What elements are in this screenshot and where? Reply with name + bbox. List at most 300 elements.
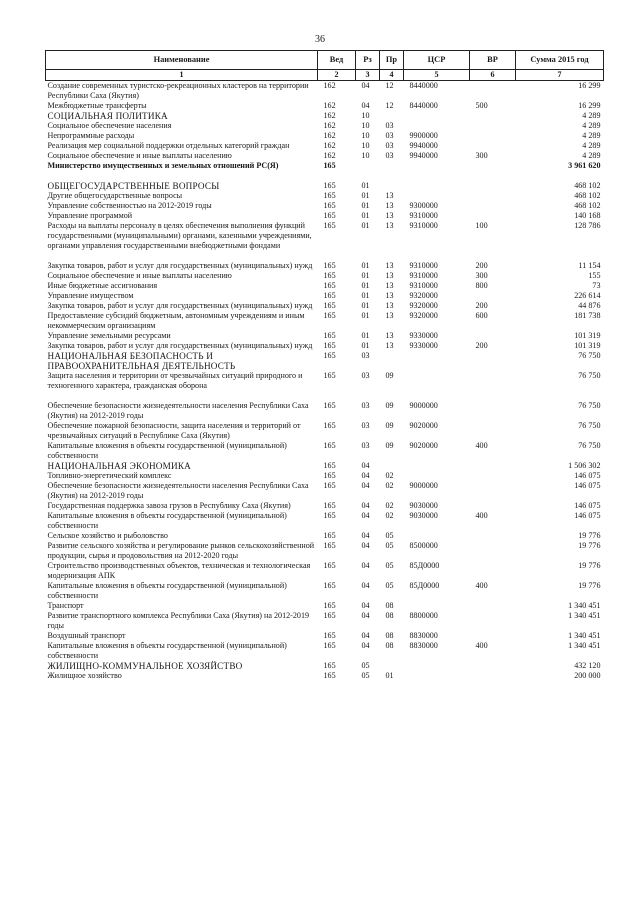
cell-sum: 76 750	[578, 351, 601, 360]
cell-sum: 4 289	[582, 111, 601, 120]
table-row	[46, 631, 604, 641]
cell-pr: 02	[385, 511, 394, 520]
cell-vr: 400	[475, 511, 488, 520]
table-row	[46, 271, 604, 281]
cell-ved: 165	[323, 531, 336, 540]
cell-vr	[470, 111, 516, 121]
cell-vr: 600	[475, 311, 488, 320]
cell-ved: 165	[323, 261, 336, 270]
cell-vr	[470, 471, 516, 481]
cell-csr	[404, 671, 470, 681]
table-row	[46, 151, 604, 161]
cell-pr	[380, 661, 404, 671]
cell-csr	[404, 531, 470, 541]
cell-csr: 9310000	[409, 271, 438, 280]
cell-rz: 01	[361, 301, 370, 310]
cell-csr	[404, 461, 470, 471]
cell-vr	[470, 501, 516, 511]
cell-pr	[380, 251, 404, 261]
cell-vr	[470, 481, 516, 501]
cell-rz: 01	[361, 331, 370, 340]
cell-ved: 165	[323, 581, 336, 590]
cell-rz: 05	[361, 661, 370, 670]
cell-pr: 09	[385, 441, 394, 450]
cell-sum: 19 776	[578, 561, 601, 570]
cell-csr: 9000000	[409, 401, 438, 410]
header-csr: ЦСР	[404, 51, 470, 70]
cell-csr: 8440000	[409, 101, 438, 110]
cell-rz	[356, 251, 380, 261]
cell-name: Управление земельными ресурсами	[47, 331, 171, 340]
table-row	[46, 461, 604, 471]
cell-ved: 165	[323, 561, 336, 570]
table-row	[46, 561, 604, 581]
table-row	[46, 281, 604, 291]
cell-ved: 165	[323, 441, 336, 450]
cell-rz: 04	[361, 481, 370, 490]
cell-ved: 165	[323, 161, 336, 170]
table-row	[46, 341, 604, 351]
cell-vr: 400	[475, 641, 488, 650]
cell-vr	[470, 201, 516, 211]
cell-csr	[404, 601, 470, 611]
cell-csr: 9300000	[409, 201, 438, 210]
cell-rz	[356, 171, 380, 181]
cell-pr	[380, 171, 404, 181]
cell-vr	[470, 351, 516, 371]
cell-csr: 9020000	[409, 441, 438, 450]
cell-name: Строительство производственных объектов, техническая и технологическая модернизация АПК	[47, 561, 311, 580]
cell-name: Создание современных туристско-рекреационных кластеров на территории Республики Саха (Якутия)	[47, 81, 309, 100]
cell-csr	[404, 171, 470, 181]
cell-ved: 165	[323, 401, 336, 410]
cell-ved: 165	[323, 201, 336, 210]
cell-rz: 04	[361, 631, 370, 640]
table-row	[46, 201, 604, 211]
cell-csr: 85Д0000	[409, 581, 440, 590]
cell-pr: 13	[385, 191, 394, 200]
cell-sum: 73	[592, 281, 601, 290]
cell-csr	[404, 661, 470, 671]
cell-rz: 04	[361, 511, 370, 520]
cell-pr: 05	[385, 581, 394, 590]
cell-ved: 165	[323, 181, 336, 190]
budget-table	[45, 50, 604, 681]
cell-ved: 165	[323, 351, 336, 360]
cell-rz: 01	[361, 261, 370, 270]
cell-pr: 05	[385, 531, 394, 540]
cell-csr: 9320000	[409, 291, 438, 300]
cell-pr: 13	[385, 301, 394, 310]
cell-vr	[470, 251, 516, 261]
cell-vr	[470, 131, 516, 141]
cell-name: Закупка товаров, работ и услуг для государственных (муниципальных) нужд	[47, 261, 313, 270]
cell-csr: 8800000	[409, 611, 438, 620]
cell-rz	[356, 161, 380, 171]
cell-ved: 165	[323, 511, 336, 520]
cell-pr: 13	[385, 201, 394, 210]
cell-ved: 165	[323, 661, 336, 670]
cell-csr: 9310000	[409, 261, 438, 270]
cell-ved: 162	[323, 101, 336, 110]
cell-rz: 01	[361, 211, 370, 220]
cell-name: Социальное обеспечение и иные выплаты населению	[47, 151, 232, 160]
cell-vr: 300	[475, 271, 488, 280]
cell-vr	[470, 401, 516, 421]
cell-csr: 8500000	[409, 541, 438, 550]
cell-vr: 200	[475, 341, 488, 350]
cell-name: Защита населения и территории от чрезвычайных ситуаций природного и техногенного характера, гражданская оборона	[47, 371, 303, 390]
table-row	[46, 171, 604, 181]
cell-rz: 10	[361, 131, 370, 140]
cell-vr	[470, 631, 516, 641]
cell-pr	[380, 391, 404, 401]
cell-pr: 01	[385, 671, 394, 680]
cell-rz: 04	[361, 561, 370, 570]
table-row	[46, 471, 604, 481]
cell-ved: 162	[323, 111, 336, 120]
cell-rz: 10	[361, 141, 370, 150]
cell-csr	[404, 351, 470, 371]
cell-name: Жилищное хозяйство	[47, 671, 122, 680]
cell-pr: 03	[385, 121, 394, 130]
cell-sum: 155	[588, 271, 601, 280]
cell-name: Другие общегосударственные вопросы	[47, 191, 183, 200]
table-row	[46, 311, 604, 331]
cell-sum: 4 289	[582, 141, 601, 150]
cell-pr: 05	[385, 561, 394, 570]
table-row	[46, 81, 604, 102]
table-row	[46, 301, 604, 311]
cell-csr: 85Д0000	[409, 561, 440, 570]
cell-vr: 800	[475, 281, 488, 290]
cell-vr	[470, 601, 516, 611]
cell-vr	[470, 461, 516, 471]
cell-vr	[470, 611, 516, 631]
cell-csr	[404, 191, 470, 201]
cell-name: Расходы на выплаты персоналу в целях обеспечения выполнения функций государственными (муниципальными) органами, казенными учреждениями, органами управления государственными внебюджетными фондами	[47, 221, 312, 250]
table-row	[46, 191, 604, 201]
cell-pr: 13	[385, 291, 394, 300]
cell-sum: 16 299	[578, 81, 601, 90]
cell-rz: 03	[361, 371, 370, 380]
cell-pr	[380, 181, 404, 191]
cell-name: Капитальные вложения в объекты государственной (муниципальной) собственности	[47, 581, 287, 600]
cell-ved: 165	[323, 311, 336, 320]
cell-sum: 432 120	[574, 661, 601, 670]
cell-vr	[470, 541, 516, 561]
cell-csr: 8440000	[409, 81, 438, 90]
table-row	[46, 371, 604, 391]
cell-pr: 02	[385, 471, 394, 480]
cell-sum: 76 750	[578, 441, 601, 450]
cell-pr: 08	[385, 631, 394, 640]
cell-rz: 01	[361, 281, 370, 290]
cell-name: Управление программой	[47, 211, 133, 220]
cell-rz: 01	[361, 341, 370, 350]
cell-sum: 4 289	[582, 131, 601, 140]
header-ved: Вед	[318, 51, 356, 70]
table-row	[46, 331, 604, 341]
cell-name: Предоставление субсидий бюджетным, автономным учреждениям и иным некоммерческим организациям	[47, 311, 305, 330]
cell-rz: 10	[361, 121, 370, 130]
cell-rz: 10	[361, 111, 370, 120]
cell-pr: 03	[385, 131, 394, 140]
cell-sum: 181 738	[574, 311, 601, 320]
cell-vr	[470, 191, 516, 201]
cell-name: ОБЩЕГОСУДАРСТВЕННЫЕ ВОПРОСЫ	[47, 181, 220, 191]
cell-pr: 12	[385, 101, 394, 110]
cell-pr: 13	[385, 221, 394, 230]
table-row	[46, 121, 604, 131]
cell-csr	[404, 371, 470, 391]
cell-name: НАЦИОНАЛЬНАЯ БЕЗОПАСНОСТЬ И ПРАВООХРАНИТЕЛЬНАЯ ДЕЯТЕЛЬНОСТЬ	[47, 351, 236, 371]
cell-vr	[470, 531, 516, 541]
cell-name: Закупка товаров, работ и услуг для государственных (муниципальных) нужд	[47, 341, 313, 350]
cell-vr	[470, 421, 516, 441]
cell-ved: 165	[323, 631, 336, 640]
cell-pr: 13	[385, 311, 394, 320]
cell-csr: 9310000	[409, 281, 438, 290]
cell-vr	[470, 391, 516, 401]
header-vr: ВР	[470, 51, 516, 70]
cell-ved: 165	[323, 421, 336, 430]
cell-csr: 9310000	[409, 211, 438, 220]
cell-name	[46, 251, 318, 261]
cell-name: НАЦИОНАЛЬНАЯ ЭКОНОМИКА	[47, 461, 191, 471]
header-name: Наименование	[46, 51, 318, 70]
cell-name: Сельское хозяйство и рыболовство	[47, 531, 168, 540]
cell-sum: 1 340 451	[568, 641, 601, 650]
cell-name: СОЦИАЛЬНАЯ ПОЛИТИКА	[47, 111, 168, 121]
table-row	[46, 671, 604, 681]
cell-vr	[470, 371, 516, 391]
table-row	[46, 161, 604, 171]
cell-ved: 165	[323, 191, 336, 200]
cell-sum: 1 340 451	[568, 611, 601, 620]
cell-ved: 165	[323, 291, 336, 300]
header-sum: Сумма 2015 год	[516, 51, 604, 70]
cell-ved: 165	[323, 281, 336, 290]
cell-rz: 03	[361, 441, 370, 450]
cell-rz: 04	[361, 531, 370, 540]
cell-pr: 13	[385, 331, 394, 340]
cell-csr: 9030000	[409, 501, 438, 510]
cell-rz: 04	[361, 641, 370, 650]
cell-ved: 165	[323, 211, 336, 220]
cell-csr: 8830000	[409, 631, 438, 640]
cell-rz: 10	[361, 151, 370, 160]
cell-sum: 200 000	[574, 671, 601, 680]
cell-name: Межбюджетные трансферты	[47, 101, 147, 110]
cell-sum: 1 340 451	[568, 631, 601, 640]
cell-ved: 165	[323, 461, 336, 470]
cell-name: Социальное обеспечение населения	[47, 121, 172, 130]
index-7: 7	[516, 70, 604, 81]
cell-ved: 165	[323, 221, 336, 230]
cell-sum: 146 075	[574, 481, 601, 490]
cell-sum: 19 776	[578, 531, 601, 540]
cell-sum: 4 289	[582, 121, 601, 130]
cell-rz: 04	[361, 611, 370, 620]
column-index-row	[46, 70, 604, 81]
cell-vr	[470, 661, 516, 671]
page-number: 36	[315, 34, 325, 45]
cell-name: Капитальные вложения в объекты государственной (муниципальной) собственности	[47, 511, 287, 530]
index-5: 5	[404, 70, 470, 81]
cell-sum: 44 876	[578, 301, 601, 310]
cell-pr	[380, 111, 404, 121]
cell-pr: 12	[385, 81, 394, 90]
table-row	[46, 141, 604, 151]
cell-name: Государственная поддержка завоза грузов в Республику Саха (Якутия)	[47, 501, 291, 510]
cell-csr: 9330000	[409, 331, 438, 340]
cell-name: Развитие сельского хозяйства и регулирование рынков сельскохозяйственной продукции, сырья и продовольствия на 2012-2020 годы	[47, 541, 315, 560]
cell-vr	[470, 81, 516, 102]
table-row	[46, 251, 604, 261]
cell-csr	[404, 181, 470, 191]
cell-name: Управление имуществом	[47, 291, 134, 300]
cell-sum: 19 776	[578, 541, 601, 550]
cell-pr: 13	[385, 281, 394, 290]
cell-vr	[470, 211, 516, 221]
cell-rz: 01	[361, 221, 370, 230]
index-3: 3	[356, 70, 380, 81]
cell-rz: 01	[361, 291, 370, 300]
cell-ved: 165	[323, 671, 336, 680]
cell-pr	[380, 461, 404, 471]
cell-csr	[404, 251, 470, 261]
index-6: 6	[470, 70, 516, 81]
cell-ved: 165	[323, 501, 336, 510]
cell-sum: 1 506 302	[568, 461, 601, 470]
table-row	[46, 291, 604, 301]
index-4: 4	[380, 70, 404, 81]
cell-vr	[470, 161, 516, 171]
cell-sum: 76 750	[578, 401, 601, 410]
cell-vr	[470, 331, 516, 341]
cell-sum: 19 776	[578, 581, 601, 590]
cell-name: Воздушный транспорт	[47, 631, 126, 640]
cell-csr	[404, 391, 470, 401]
cell-sum: 226 614	[574, 291, 601, 300]
cell-csr: 9000000	[409, 481, 438, 490]
table-row	[46, 101, 604, 111]
cell-pr: 03	[385, 151, 394, 160]
cell-rz: 04	[361, 601, 370, 610]
cell-name: Капитальные вложения в объекты государственной (муниципальной) собственности	[47, 641, 287, 660]
cell-ved: 165	[323, 481, 336, 490]
cell-rz: 03	[361, 421, 370, 430]
cell-ved: 162	[323, 81, 336, 90]
cell-ved: 162	[323, 151, 336, 160]
cell-vr: 400	[475, 441, 488, 450]
cell-sum: 468 102	[574, 201, 601, 210]
table-row	[46, 601, 604, 611]
cell-sum: 1 340 451	[568, 601, 601, 610]
cell-csr: 9940000	[409, 141, 438, 150]
cell-ved: 162	[323, 131, 336, 140]
cell-sum: 468 102	[574, 181, 601, 190]
cell-sum: 76 750	[578, 421, 601, 430]
table-row	[46, 351, 604, 371]
cell-name: ЖИЛИЩНО-КОММУНАЛЬНОЕ ХОЗЯЙСТВО	[47, 661, 243, 671]
cell-name: Транспорт	[47, 601, 84, 610]
cell-pr: 08	[385, 611, 394, 620]
cell-rz: 01	[361, 191, 370, 200]
table-row	[46, 131, 604, 141]
cell-csr: 9020000	[409, 421, 438, 430]
cell-csr: 8830000	[409, 641, 438, 650]
table-row	[46, 641, 604, 661]
cell-ved: 165	[323, 611, 336, 620]
cell-ved: 165	[323, 331, 336, 340]
cell-pr	[380, 351, 404, 371]
table-row	[46, 541, 604, 561]
header-rz: Рз	[356, 51, 380, 70]
table-row	[46, 441, 604, 461]
cell-vr	[470, 181, 516, 191]
cell-sum	[516, 391, 604, 401]
cell-pr: 13	[385, 271, 394, 280]
cell-name: Топливно-энергетический комплекс	[47, 471, 172, 480]
cell-name: Социальное обеспечение и иные выплаты населению	[47, 271, 232, 280]
cell-vr	[470, 671, 516, 681]
cell-name: Закупка товаров, работ и услуг для государственных (муниципальных) нужд	[47, 301, 313, 310]
cell-name: Развитие транспортного комплекса Республики Саха (Якутия) на 2012-2019 годы	[47, 611, 310, 630]
cell-sum: 146 075	[574, 471, 601, 480]
table-header-row	[46, 51, 604, 70]
cell-csr: 9940000	[409, 151, 438, 160]
table-row	[46, 221, 604, 251]
cell-ved: 165	[323, 271, 336, 280]
cell-csr: 9900000	[409, 131, 438, 140]
cell-rz: 03	[361, 401, 370, 410]
cell-sum: 3 961 620	[568, 161, 601, 170]
cell-pr: 13	[385, 261, 394, 270]
cell-rz: 05	[361, 671, 370, 680]
cell-rz: 04	[361, 461, 370, 470]
table-row	[46, 611, 604, 631]
cell-ved: 165	[323, 471, 336, 480]
cell-ved: 165	[323, 301, 336, 310]
cell-ved	[318, 251, 356, 261]
cell-pr: 08	[385, 601, 394, 610]
cell-pr: 09	[385, 371, 394, 380]
cell-sum	[516, 171, 604, 181]
cell-ved: 165	[323, 601, 336, 610]
cell-pr	[380, 161, 404, 171]
cell-name	[46, 391, 318, 401]
cell-vr	[470, 291, 516, 301]
table-row	[46, 391, 604, 401]
table-row	[46, 581, 604, 601]
table-row	[46, 661, 604, 671]
cell-rz: 04	[361, 581, 370, 590]
index-1: 1	[46, 70, 318, 81]
cell-sum: 11 154	[578, 261, 601, 270]
cell-sum: 16 299	[578, 101, 601, 110]
cell-sum: 128 786	[574, 221, 601, 230]
cell-rz: 01	[361, 201, 370, 210]
table-row	[46, 421, 604, 441]
table-row	[46, 211, 604, 221]
cell-name: Министерство имущественных и земельных отношений РС(Я)	[47, 161, 279, 170]
table-row	[46, 481, 604, 501]
cell-vr: 400	[475, 581, 488, 590]
header-pr: Пр	[380, 51, 404, 70]
cell-rz: 04	[361, 101, 370, 110]
